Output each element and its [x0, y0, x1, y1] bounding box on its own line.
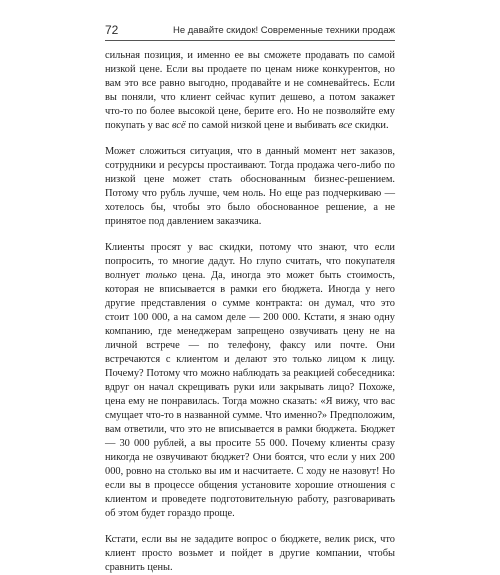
paragraph: [105, 145, 395, 229]
page-number: 72: [105, 23, 119, 37]
text-run: Клиенты просят у вас скидки, потому что знают, что если попросить, то многие дадут. Но глупо считать, что покупателя волнует: [105, 242, 395, 281]
text-run: сильная позиция, и именно ее вы сможете продавать по самой низкой цене. Если вы продаете по ценам ниже конкурентов, но вам это все равно выгодно, продавайте и не сомневайтесь. Если вы поняли, что клиент сейчас купит дешево, а потом закажет что-то по более высокой цене, берите его. Но не позволяйте ему покупать у вас: [105, 50, 395, 131]
page-header: [105, 23, 395, 40]
emphasized-text: все: [338, 120, 353, 131]
text-run: Кстати, если вы не зададите вопрос о бюджете, велик риск, что клиент просто возьмет и пойдет в другие компании, чтобы сравнить цены.: [105, 534, 395, 573]
body-text: [105, 49, 395, 575]
text-run: скидки.: [352, 120, 389, 131]
emphasized-text: только: [145, 270, 177, 281]
text-run: по самой низкой цене и выбивать: [185, 120, 339, 131]
text-run: цена. Да, иногда это может быть стоимость, которая не вписывается в рамки его бюджета. Иногда у него другие представления о сумме контракта: он думал, что это стоит 100 000, а на самом деле — 200 000. Кстати, я знаю одну компанию, где менеджерам запрещено озвучивать цену не на личной встрече — по телефону, факсу или почте. Они встречаются с клиентом и делают это только лицом к лицу. Почему? Потому что можно наблюдать за реакцией собеседника: вдруг он начал скрещивать руки или закрывать лицо? Похоже, цена ему не понравилась. Тогда можно сказать: «Я вижу, что вас смущает что-то в названной сумме. Что именно?» Предположим, вам ответили, что это не вписывается в рамки бюджета. Бюджет — 30 000 рублей, а вы просите 55 000. Почему клиенты сразу никогда не озвучивают бюджет? Они боятся, что если у них 200 000, ровно на столько вы им и насчитаете. С ходу не назовут! Но если вы в процессе общения установите хорошие отношения с клиентом и проведете подготовительную работу, разговаривать об этом будет гораздо проще.: [105, 270, 395, 519]
paragraph: [105, 241, 395, 521]
header-rule: [105, 40, 395, 41]
text-run: Может сложиться ситуация, что в данный момент нет заказов, сотрудники и ресурсы простаивают. Тогда продажа чего-либо по низкой цене может стать обоснованным бизнес-решением. Потому что рубль лучше, чем ноль. Но еще раз подчеркиваю — хотелось бы, чтобы это было обоснованное решение, а не принятое под давлением заказчика.: [105, 146, 395, 227]
paragraph: [105, 49, 395, 133]
running-title: Не давайте скидок! Современные техники продаж: [172, 25, 395, 36]
paragraph: [105, 533, 395, 575]
emphasized-text: всё: [172, 120, 186, 131]
